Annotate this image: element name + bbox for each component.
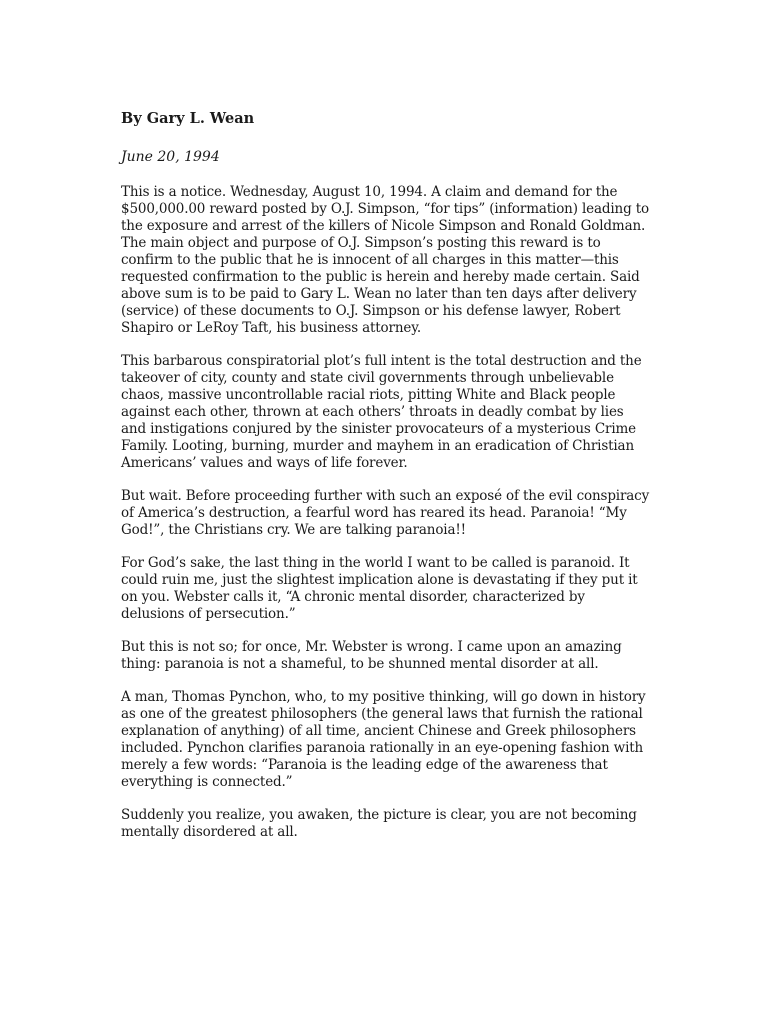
paragraph-pynchon: A man, Thomas Pynchon, who, to my positive thinking, will go down in history as one of the greatest philosophers (the general laws that furnish the rational explanation of anything) of all time, ancient Chinese and Greek philosophers included. Pynchon clarifies paranoia rationally in an eye-opening fashion with merely a few words: “Paranoia is the leading edge of the awareness that everything is connected.” [121, 689, 646, 790]
document-date: June 20, 1994 [121, 149, 220, 165]
paragraph-paranoia-intro: But wait. Before proceeding further with such an exposé of the evil conspiracy of America’s destruction, a fearful word has reared its head. Paranoia! “My God!”, the Christians cry. We are talking paranoia!! [121, 488, 650, 538]
paragraph-webster-definition: For God’s sake, the last thing in the world I want to be called is paranoid. It could ruin me, just the slightest implication alone is devastating if they put it on you. Webster calls it, “A chronic mental disorder, characterized by delusions of persecution.” [121, 555, 638, 622]
paragraph-realization: Suddenly you realize, you awaken, the picture is clear, you are not becoming mentally disordered at all. [121, 807, 637, 840]
paragraph-notice: This is a notice. Wednesday, August 10, 1994. A claim and demand for the $500,000.00 reward posted by O.J. Simpson, “for tips” (information) leading to the exposure and arrest of the killers of Nicole Simpson and Ronald Goldman. The main object and purpose of O.J. Simpson’s posting this reward is to confirm to the public that he is innocent of all charges in this matter—this requested confirmation to the public is herein and hereby made certain. Said above sum is to be paid to Gary L. Wean no later than ten days after delivery (service) of these documents to O.J. Simpson or his defense lawyer, Robert Shapiro or LeRoy Taft, his business attorney. [121, 184, 649, 336]
author-byline: By Gary L. Wean [121, 110, 255, 127]
paragraph-webster-wrong: But this is not so; for once, Mr. Webster is wrong. I came upon an amazing thing: paranoia is not a shameful, to be shunned mental disorder at all. [121, 639, 622, 672]
paragraph-conspiracy: This barbarous conspiratorial plot’s full intent is the total destruction and the takeover of city, county and state civil governments through unbelievable chaos, massive uncontrollable racial riots, pitting White and Black people against each other, thrown at each others’ throats in deadly combat by lies and instigations conjured by the sinister provocateurs of a mysterious Crime Family. Looting, burning, murder and mayhem in an eradication of Christian Americans’ values and ways of life forever. [121, 353, 642, 471]
document-page [121, 106, 651, 857]
